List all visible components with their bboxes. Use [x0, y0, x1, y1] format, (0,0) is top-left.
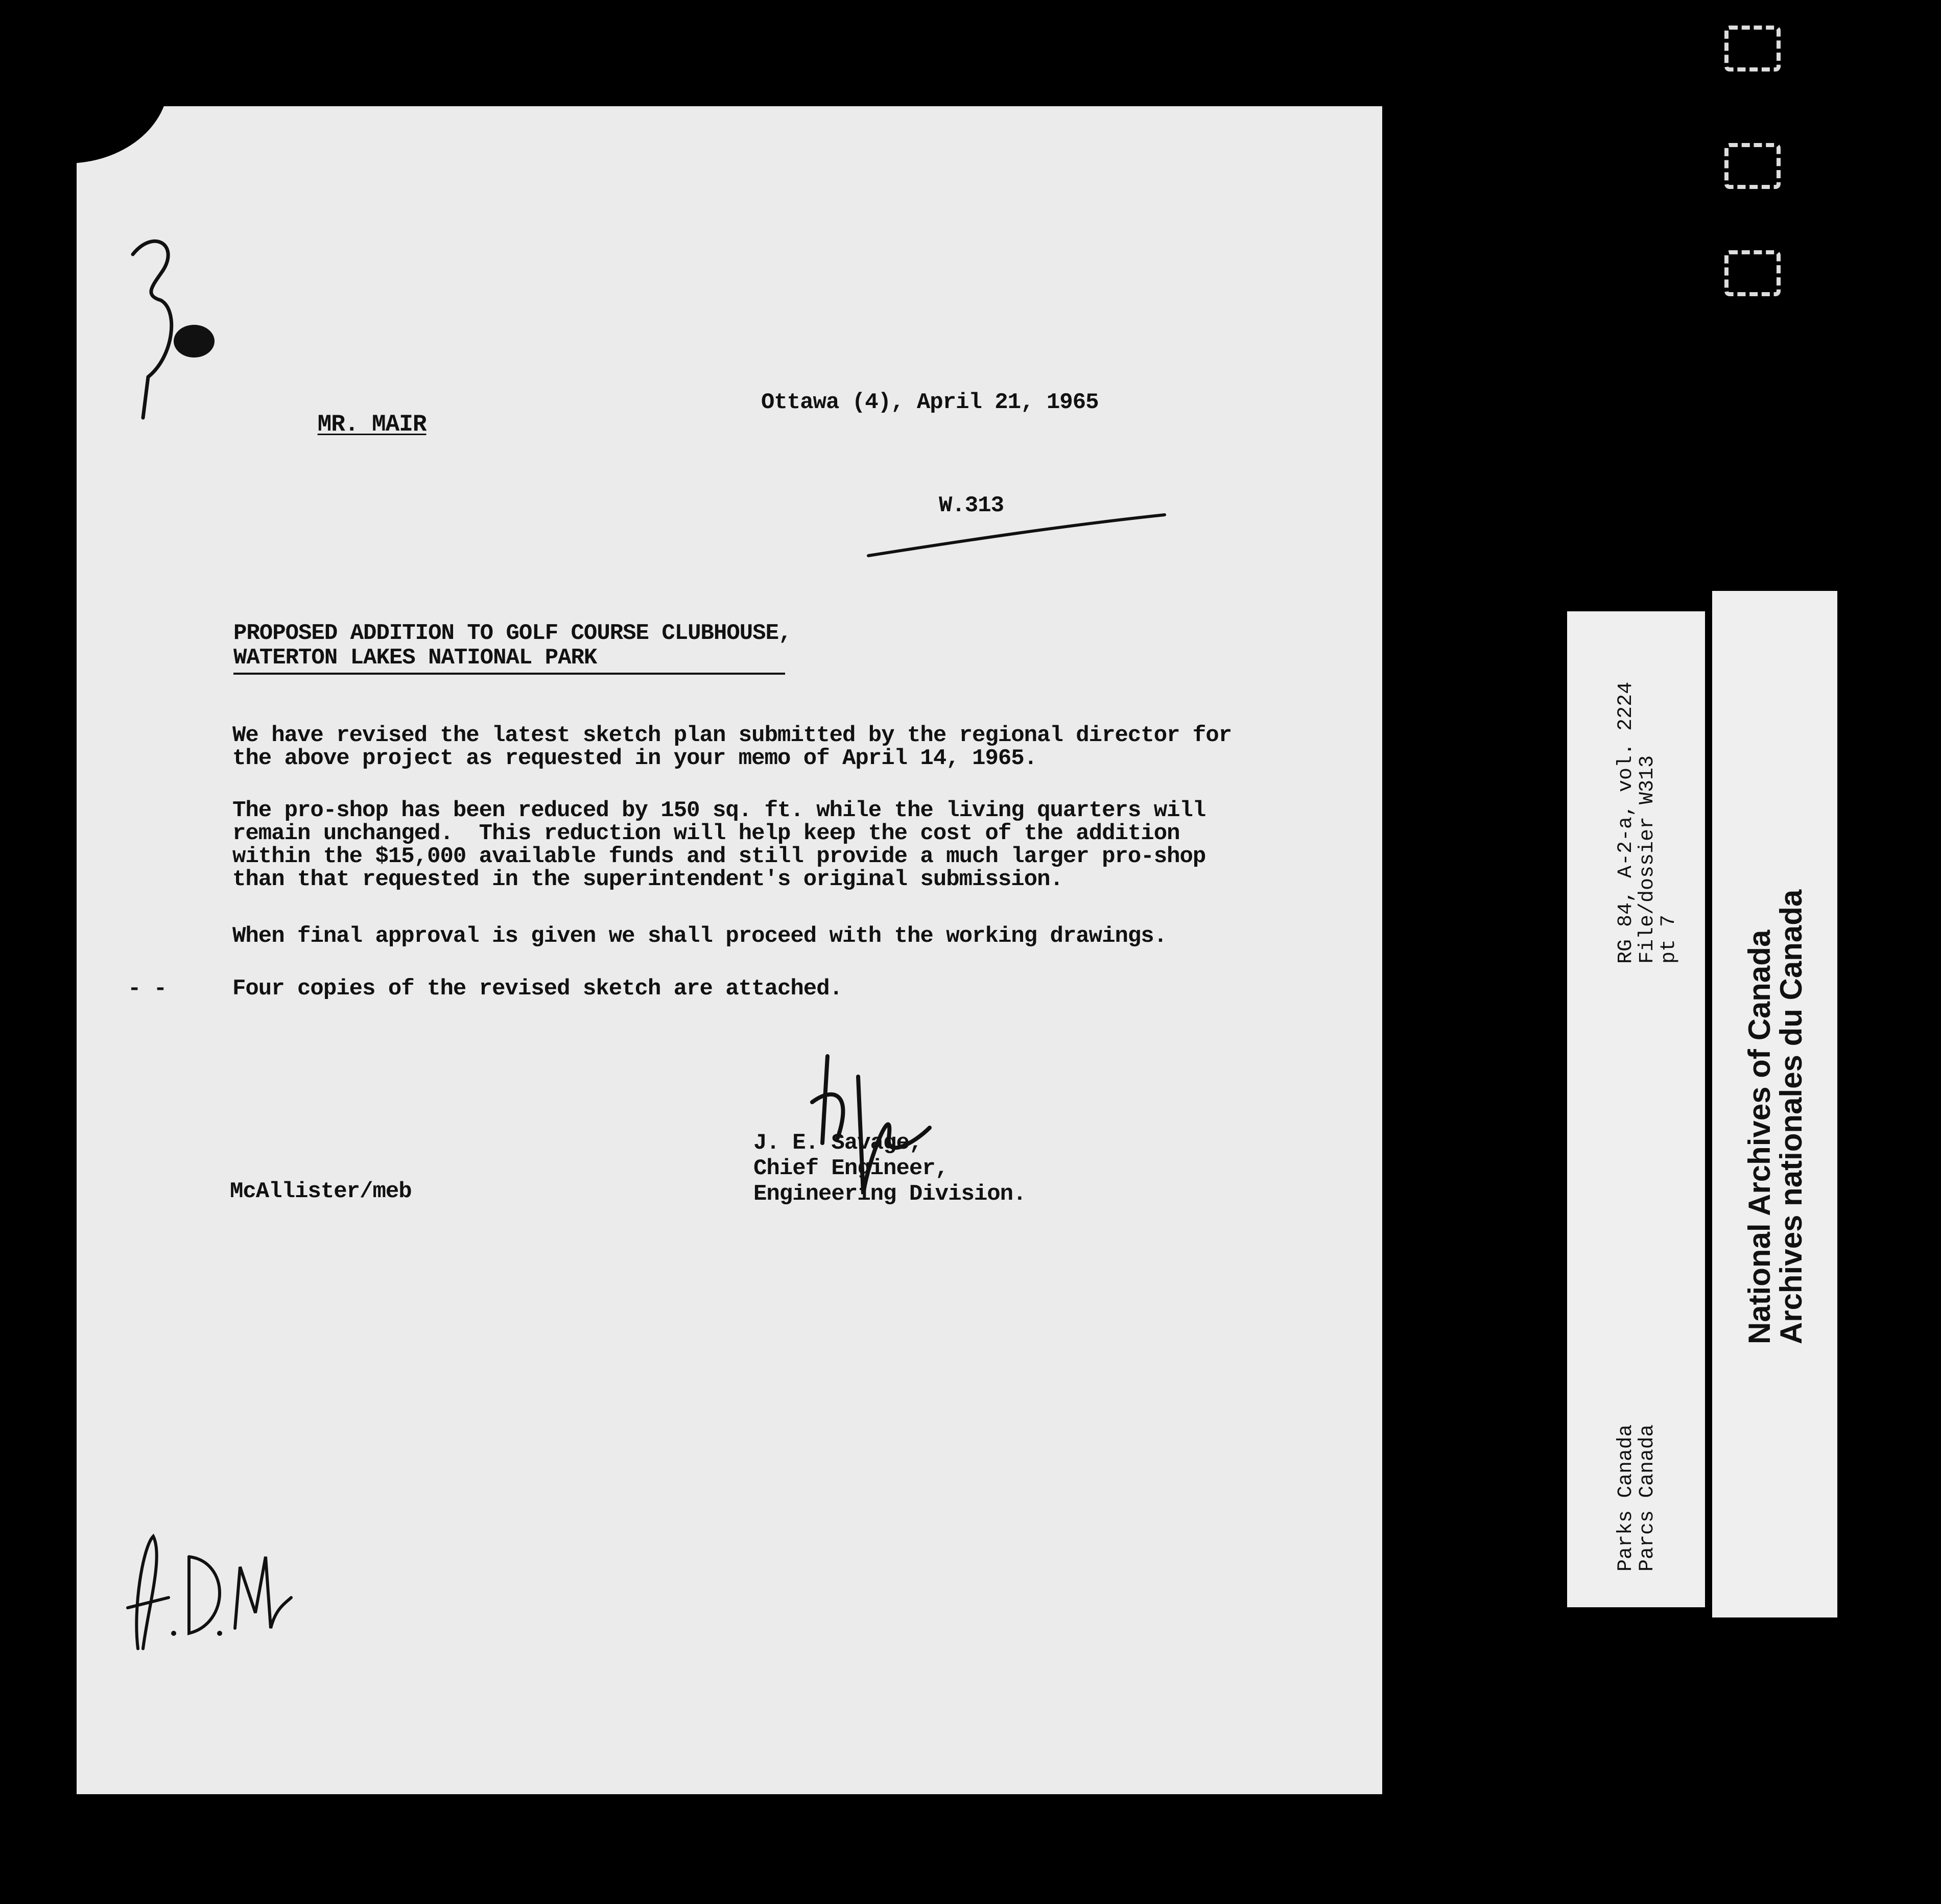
place-date: Ottawa (4), April 21, 1965 — [761, 390, 1099, 415]
paragraph-4: Four copies of the revised sketch are attached. — [232, 976, 843, 1002]
subject-line-2: WATERTON LAKES NATIONAL PARK — [233, 645, 785, 675]
paragraph-4-marker: - - — [128, 976, 167, 1002]
paragraph-1: We have revised the latest sketch plan submitted by the regional director for the above project as requested in your memo of April 14, 1965. — [232, 723, 1232, 771]
agency-line-1: Parks Canada — [1615, 1424, 1638, 1572]
letter-sheet — [77, 106, 1382, 1794]
reference-line-1: RG 84, A-2-a, vol. 2224 — [1615, 681, 1638, 964]
frame-marker-icon — [1724, 143, 1781, 189]
paragraph-3: When final approval is given we shall proceed with the working drawings. — [232, 923, 1167, 949]
archive-reference-label — [1567, 611, 1705, 1607]
signatory-title: Chief Engineer, — [753, 1156, 949, 1181]
handwritten-initials — [112, 1506, 306, 1674]
national-archives-label — [1712, 591, 1837, 1617]
subject-line-1: PROPOSED ADDITION TO GOLF COURSE CLUBHOUSE, — [233, 621, 792, 646]
archives-name-fr: Archives nationales du Canada — [1774, 889, 1808, 1344]
frame-marker-icon — [1724, 250, 1781, 296]
handwritten-mark-top — [112, 224, 230, 454]
signatory-division: Engineering Division. — [753, 1181, 1026, 1207]
frame-marker-icon — [1724, 26, 1781, 72]
handwritten-stroke — [863, 505, 1170, 566]
file-reference: W.313 — [939, 493, 1004, 518]
signatory-name: J. E. Savage, — [753, 1130, 922, 1156]
reference-line-3: pt 7 — [1658, 914, 1680, 964]
archives-name-en: National Archives of Canada — [1742, 930, 1777, 1344]
agency-line-2: Parcs Canada — [1636, 1424, 1659, 1572]
recipient: MR. MAIR — [317, 411, 427, 438]
typist-reference: McAllister/meb — [230, 1179, 412, 1204]
reference-line-2: File/dossier W313 — [1636, 755, 1659, 964]
paragraph-2: The pro-shop has been reduced by 150 sq. ft. while the living quarters will remain unchanged. This reduction will help keep the cost of the addition within the $15,000 available funds and still provide a much larger pro-shop than that requested in the superintendent's original submission. — [232, 798, 1206, 892]
